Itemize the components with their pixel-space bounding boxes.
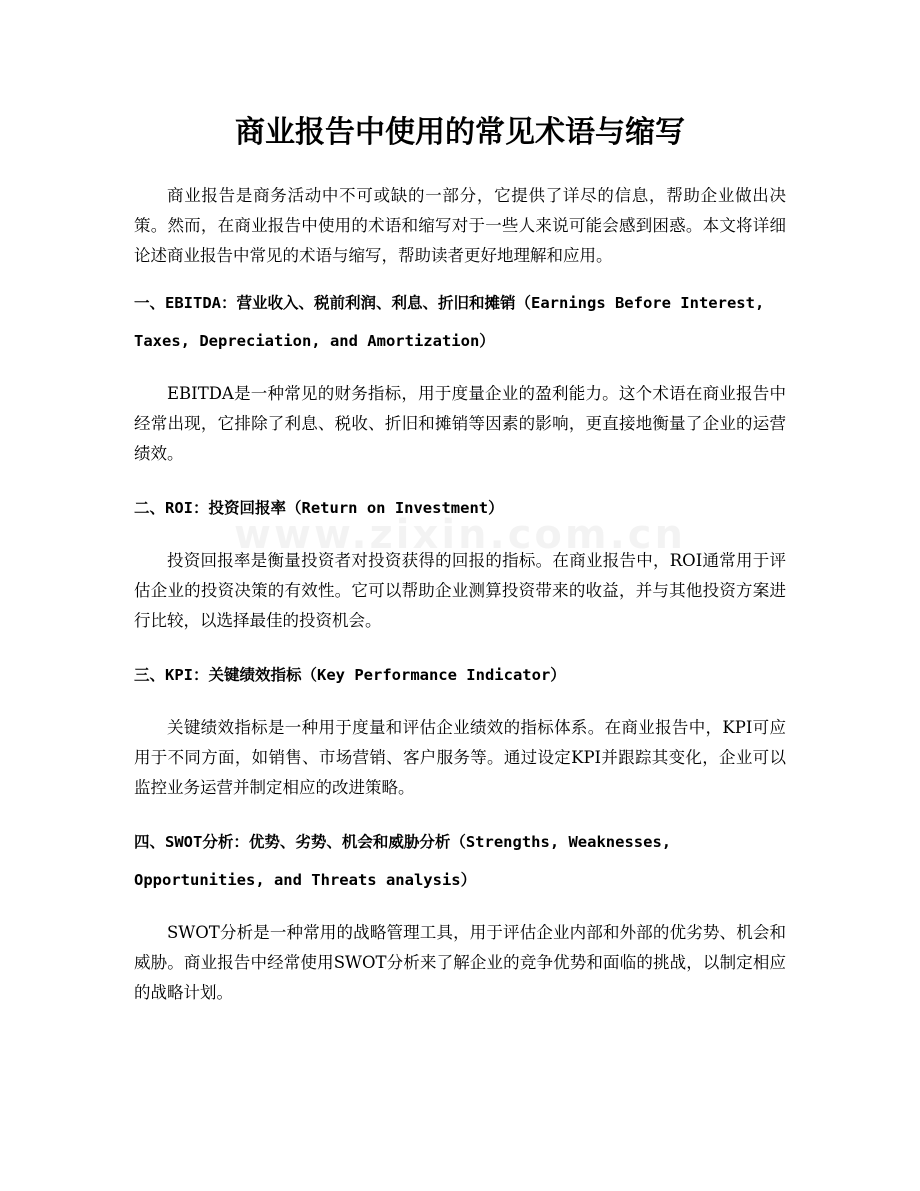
page-title: 商业报告中使用的常见术语与缩写: [235, 115, 685, 150]
section-body-roi: 投资回报率是衡量投资者对投资获得的回报的指标。在商业报告中，ROI通常用于评估企业的投资决策的有效性。它可以帮助企业测算投资带来的收益，并与其他投资方案进行比较，以选择最佳的投资机会。: [134, 551, 786, 630]
section-body-kpi: 关键绩效指标是一种用于度量和评估企业绩效的指标体系。在商业报告中，KPI可应用于不同方面，如销售、市场营销、客户服务等。通过设定KPI并跟踪其变化，企业可以监控业务运营并制定相应的改进策略。: [134, 718, 786, 797]
section-heading-roi: 二、ROI：投资回报率（Return on Investment）: [134, 499, 504, 517]
section-heading-ebitda: 一、EBITDA：营业收入、税前利润、利息、折旧和摊销（Earnings Before Interest, Taxes, Depreciation, and Amortization）: [134, 294, 765, 350]
section-body-ebitda: EBITDA是一种常见的财务指标，用于度量企业的盈利能力。这个术语在商业报告中经常出现，它排除了利息、税收、折旧和摊销等因素的影响，更直接地衡量了企业的运营绩效。: [134, 384, 786, 463]
intro-paragraph: 商业报告是商务活动中不可或缺的一部分，它提供了详尽的信息，帮助企业做出决策。然而，在商业报告中使用的术语和缩写对于一些人来说可能会感到困惑。本文将详细论述商业报告中常见的术语与缩写，帮助读者更好地理解和应用。: [134, 186, 786, 265]
section-heading-swot: 四、SWOT分析：优势、劣势、机会和威胁分析（Strengths, Weaknesses, Opportunities, and Threats analysis）: [134, 833, 672, 889]
section-body-swot: SWOT分析是一种常用的战略管理工具，用于评估企业内部和外部的优劣势、机会和威胁。商业报告中经常使用SWOT分析来了解企业的竞争优势和面临的挑战，以制定相应的战略计划。: [134, 923, 786, 1002]
section-heading-kpi: 三、KPI：关键绩效指标（Key Performance Indicator）: [134, 666, 566, 684]
